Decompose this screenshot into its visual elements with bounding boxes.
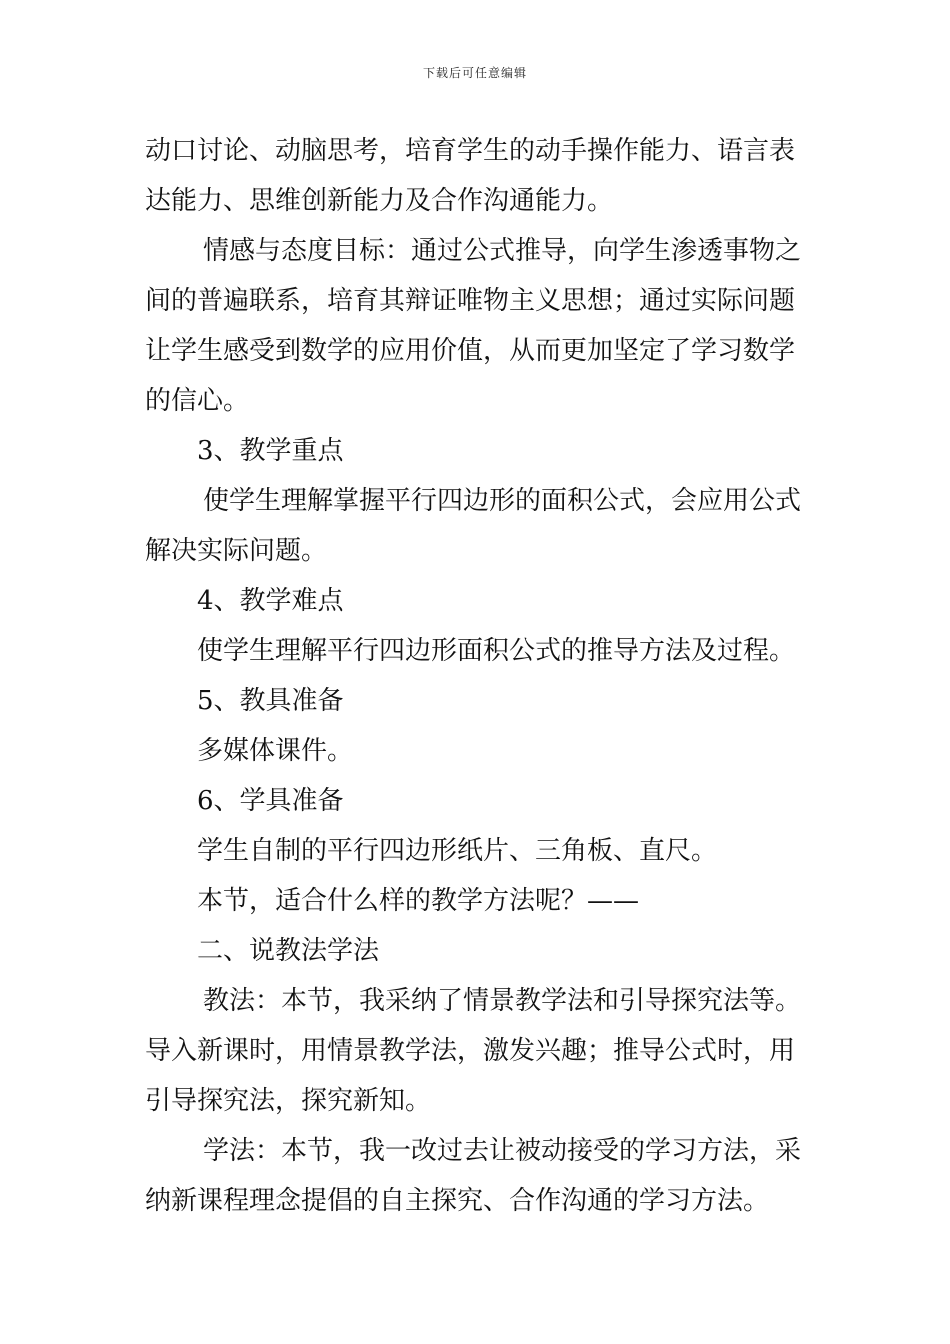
text-line: 让学生感受到数学的应用价值，从而更加坚定了学习数学 [145,336,796,366]
text-line: 学法：本节，我一改过去让被动接受的学习方法，采 [203,1136,802,1166]
text-line: 教法：本节，我采纳了情景教学法和引导探究法等。 [203,986,802,1016]
text-line: 导入新课时，用情景教学法，激发兴趣；推导公式时，用 [145,1036,796,1066]
text-line: 纳新课程理念提倡的自主探究、合作沟通的学习方法。 [145,1186,770,1216]
text-line: 达能力、思维创新能力及合作沟通能力。 [145,186,614,216]
text-line: 学生自制的平行四边形纸片、三角板、直尺。 [197,836,718,866]
section-heading: 4、教学难点 [197,586,344,616]
section-heading: 6、学具准备 [197,786,344,816]
text-line: 引导探究法，探究新知。 [145,1086,432,1116]
text-line: 本节，适合什么样的教学方法呢？—— [197,886,640,916]
text-line: 间的普遍联系，培育其辩证唯物主义思想；通过实际问题 [145,286,796,316]
text-line: 的信心。 [145,386,250,416]
text-line: 使学生理解平行四边形面积公式的推导方法及过程。 [197,636,796,666]
document-body [145,126,810,1226]
text-line: 动口讨论、动脑思考，培育学生的动手操作能力、语言表 [145,136,796,166]
text-line: 情感与态度目标：通过公式推导，向学生渗透事物之 [203,236,802,266]
section-heading: 5、教具准备 [197,686,344,716]
text-line: 使学生理解掌握平行四边形的面积公式，会应用公式 [203,486,802,516]
text-line: 解决实际问题。 [145,536,328,566]
page-header: 下载后可任意编辑 [422,66,527,80]
section-heading: 二、说教法学法 [197,936,380,966]
text-line: 多媒体课件。 [197,736,354,766]
section-heading: 3、教学重点 [197,436,344,466]
